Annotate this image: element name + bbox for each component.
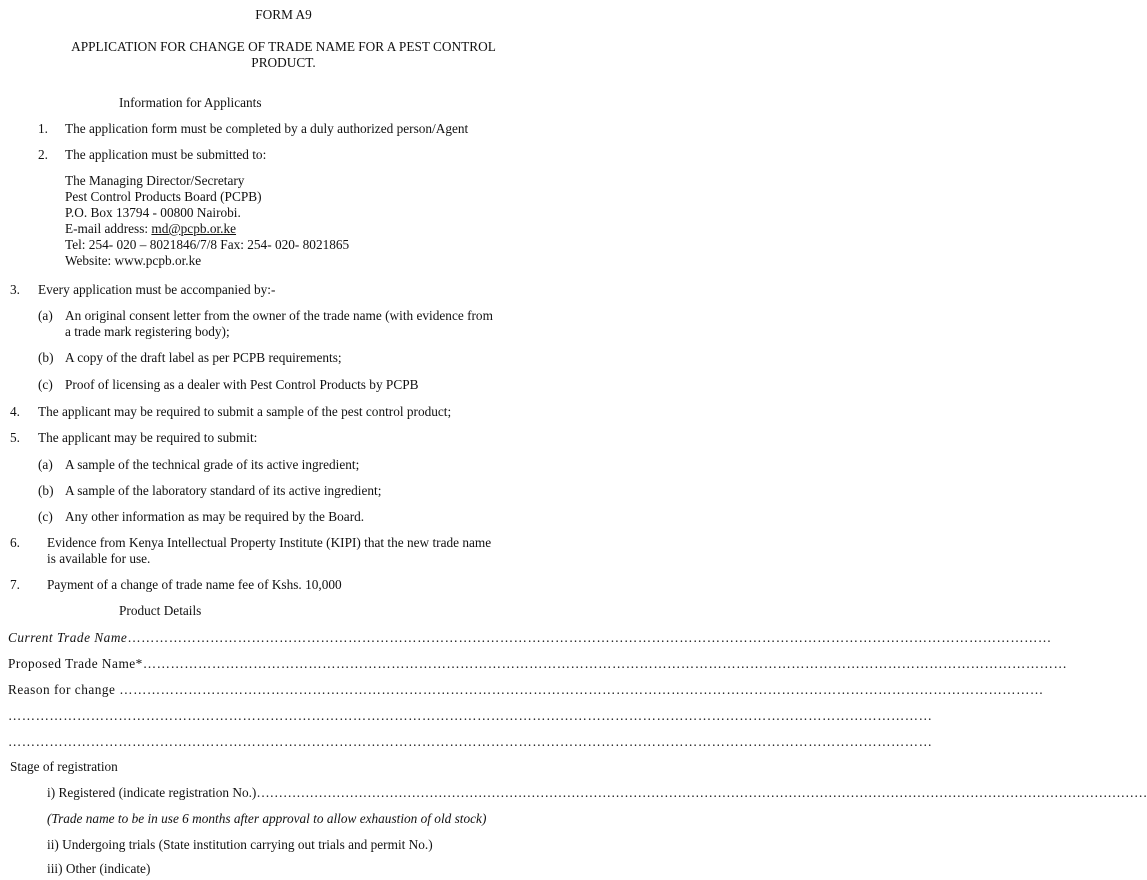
reason-for-change-label: Reason for change	[8, 682, 116, 697]
email-link[interactable]: md@pcpb.or.ke	[151, 221, 237, 236]
item-2-number: 2.	[38, 147, 48, 162]
undergoing-trials-label: ii) Undergoing trials (State institution carrying out trials and permit No.)	[47, 837, 433, 852]
current-trade-name-label: Current Trade Name	[8, 630, 128, 645]
item-2-text: The application must be submitted to:	[65, 147, 267, 162]
stage-of-registration-heading: Stage of registration	[10, 759, 118, 774]
address-line-3: P.O. Box 13794 - 00800 Nairobi.	[65, 205, 241, 220]
registered-field[interactable]	[47, 785, 1147, 801]
address-line-2: Pest Control Products Board (PCPB)	[65, 189, 262, 204]
reason-continuation-line-1[interactable]	[8, 708, 933, 724]
registered-note: (Trade name to be in use 6 months after approval to allow exhaustion of old stock)	[47, 811, 487, 826]
item-3c-label: (c)	[38, 377, 53, 392]
item-3a-line-1: An original consent letter from the owner of the trade name (with evidence from	[65, 308, 493, 323]
item-5c-label: (c)	[38, 509, 53, 524]
dotted-leader: …………………………………………………………………………………………………………………………………………………………………………………	[127, 630, 1052, 645]
reason-for-change-field[interactable]	[8, 682, 1044, 698]
item-5a-label: (a)	[38, 457, 53, 472]
item-5c-text: Any other information as may be required by the Board.	[65, 509, 365, 524]
product-details-heading: Product Details	[119, 603, 202, 618]
registered-label: i) Registered (indicate registration No.)	[47, 785, 257, 800]
address-tel-fax: Tel: 254- 020 – 8021846/7/8 Fax: 254- 020- 8021865	[65, 237, 350, 252]
item-5b-text: A sample of the laboratory standard of its active ingredient;	[65, 483, 382, 498]
address-line-1: The Managing Director/Secretary	[65, 173, 245, 188]
item-3-text: Every application must be accompanied by:-	[38, 282, 276, 297]
reason-continuation-line-2[interactable]	[8, 734, 933, 750]
current-trade-name-field[interactable]	[8, 630, 1052, 646]
item-3-number: 3.	[10, 282, 20, 297]
item-4-text: The applicant may be required to submit a sample of the pest control product;	[38, 404, 452, 419]
item-3c-text: Proof of licensing as a dealer with Pest Control Products by PCPB	[65, 377, 419, 392]
email-label: E-mail address:	[65, 221, 152, 236]
dotted-leader: …………………………………………………………………………………………………………………………………………………………………………………	[119, 682, 1044, 697]
item-6-number: 6.	[10, 535, 20, 550]
item-5-number: 5.	[10, 430, 20, 445]
other-label: iii) Other (indicate)	[47, 861, 151, 876]
info-heading: Information for Applicants	[119, 95, 262, 110]
item-3a-label: (a)	[38, 308, 53, 323]
item-7-text: Payment of a change of trade name fee of Kshs. 10,000	[47, 577, 342, 592]
item-1-text: The application form must be completed by a duly authorized person/Agent	[65, 121, 469, 136]
form-number: FORM A9	[255, 7, 312, 22]
item-3a-line-2: a trade mark registering body);	[65, 324, 230, 339]
item-6-line-1: Evidence from Kenya Intellectual Property Institute (KIPI) that the new trade name	[47, 535, 492, 550]
address-email-line	[65, 221, 236, 237]
dotted-leader: …………………………………………………………………………………………………………………………………………………………………………………	[142, 656, 1068, 671]
form-title-line-2: PRODUCT.	[251, 55, 316, 70]
item-3b-label: (b)	[38, 350, 54, 365]
item-4-number: 4.	[10, 404, 20, 419]
item-5b-label: (b)	[38, 483, 54, 498]
dotted-leader: …………………………………………………………………………………………………………………………………………………………………………………	[256, 785, 1147, 800]
dotted-leader: …………………………………………………………………………………………………………………………………………………………………………………	[8, 708, 933, 723]
item-6-line-2: is available for use.	[47, 551, 151, 566]
form-title-line-1: APPLICATION FOR CHANGE OF TRADE NAME FOR A PEST CONTROL	[71, 39, 496, 54]
dotted-leader: …………………………………………………………………………………………………………………………………………………………………………………	[8, 734, 933, 749]
item-7-number: 7.	[10, 577, 20, 592]
item-5-text: The applicant may be required to submit:	[38, 430, 258, 445]
proposed-trade-name-field[interactable]	[8, 656, 1068, 672]
item-3b-text: A copy of the draft label as per PCPB requirements;	[65, 350, 342, 365]
address-website: Website: www.pcpb.or.ke	[65, 253, 202, 268]
item-1-number: 1.	[38, 121, 48, 136]
item-5a-text: A sample of the technical grade of its active ingredient;	[65, 457, 360, 472]
proposed-trade-name-label: Proposed Trade Name*	[8, 656, 143, 671]
